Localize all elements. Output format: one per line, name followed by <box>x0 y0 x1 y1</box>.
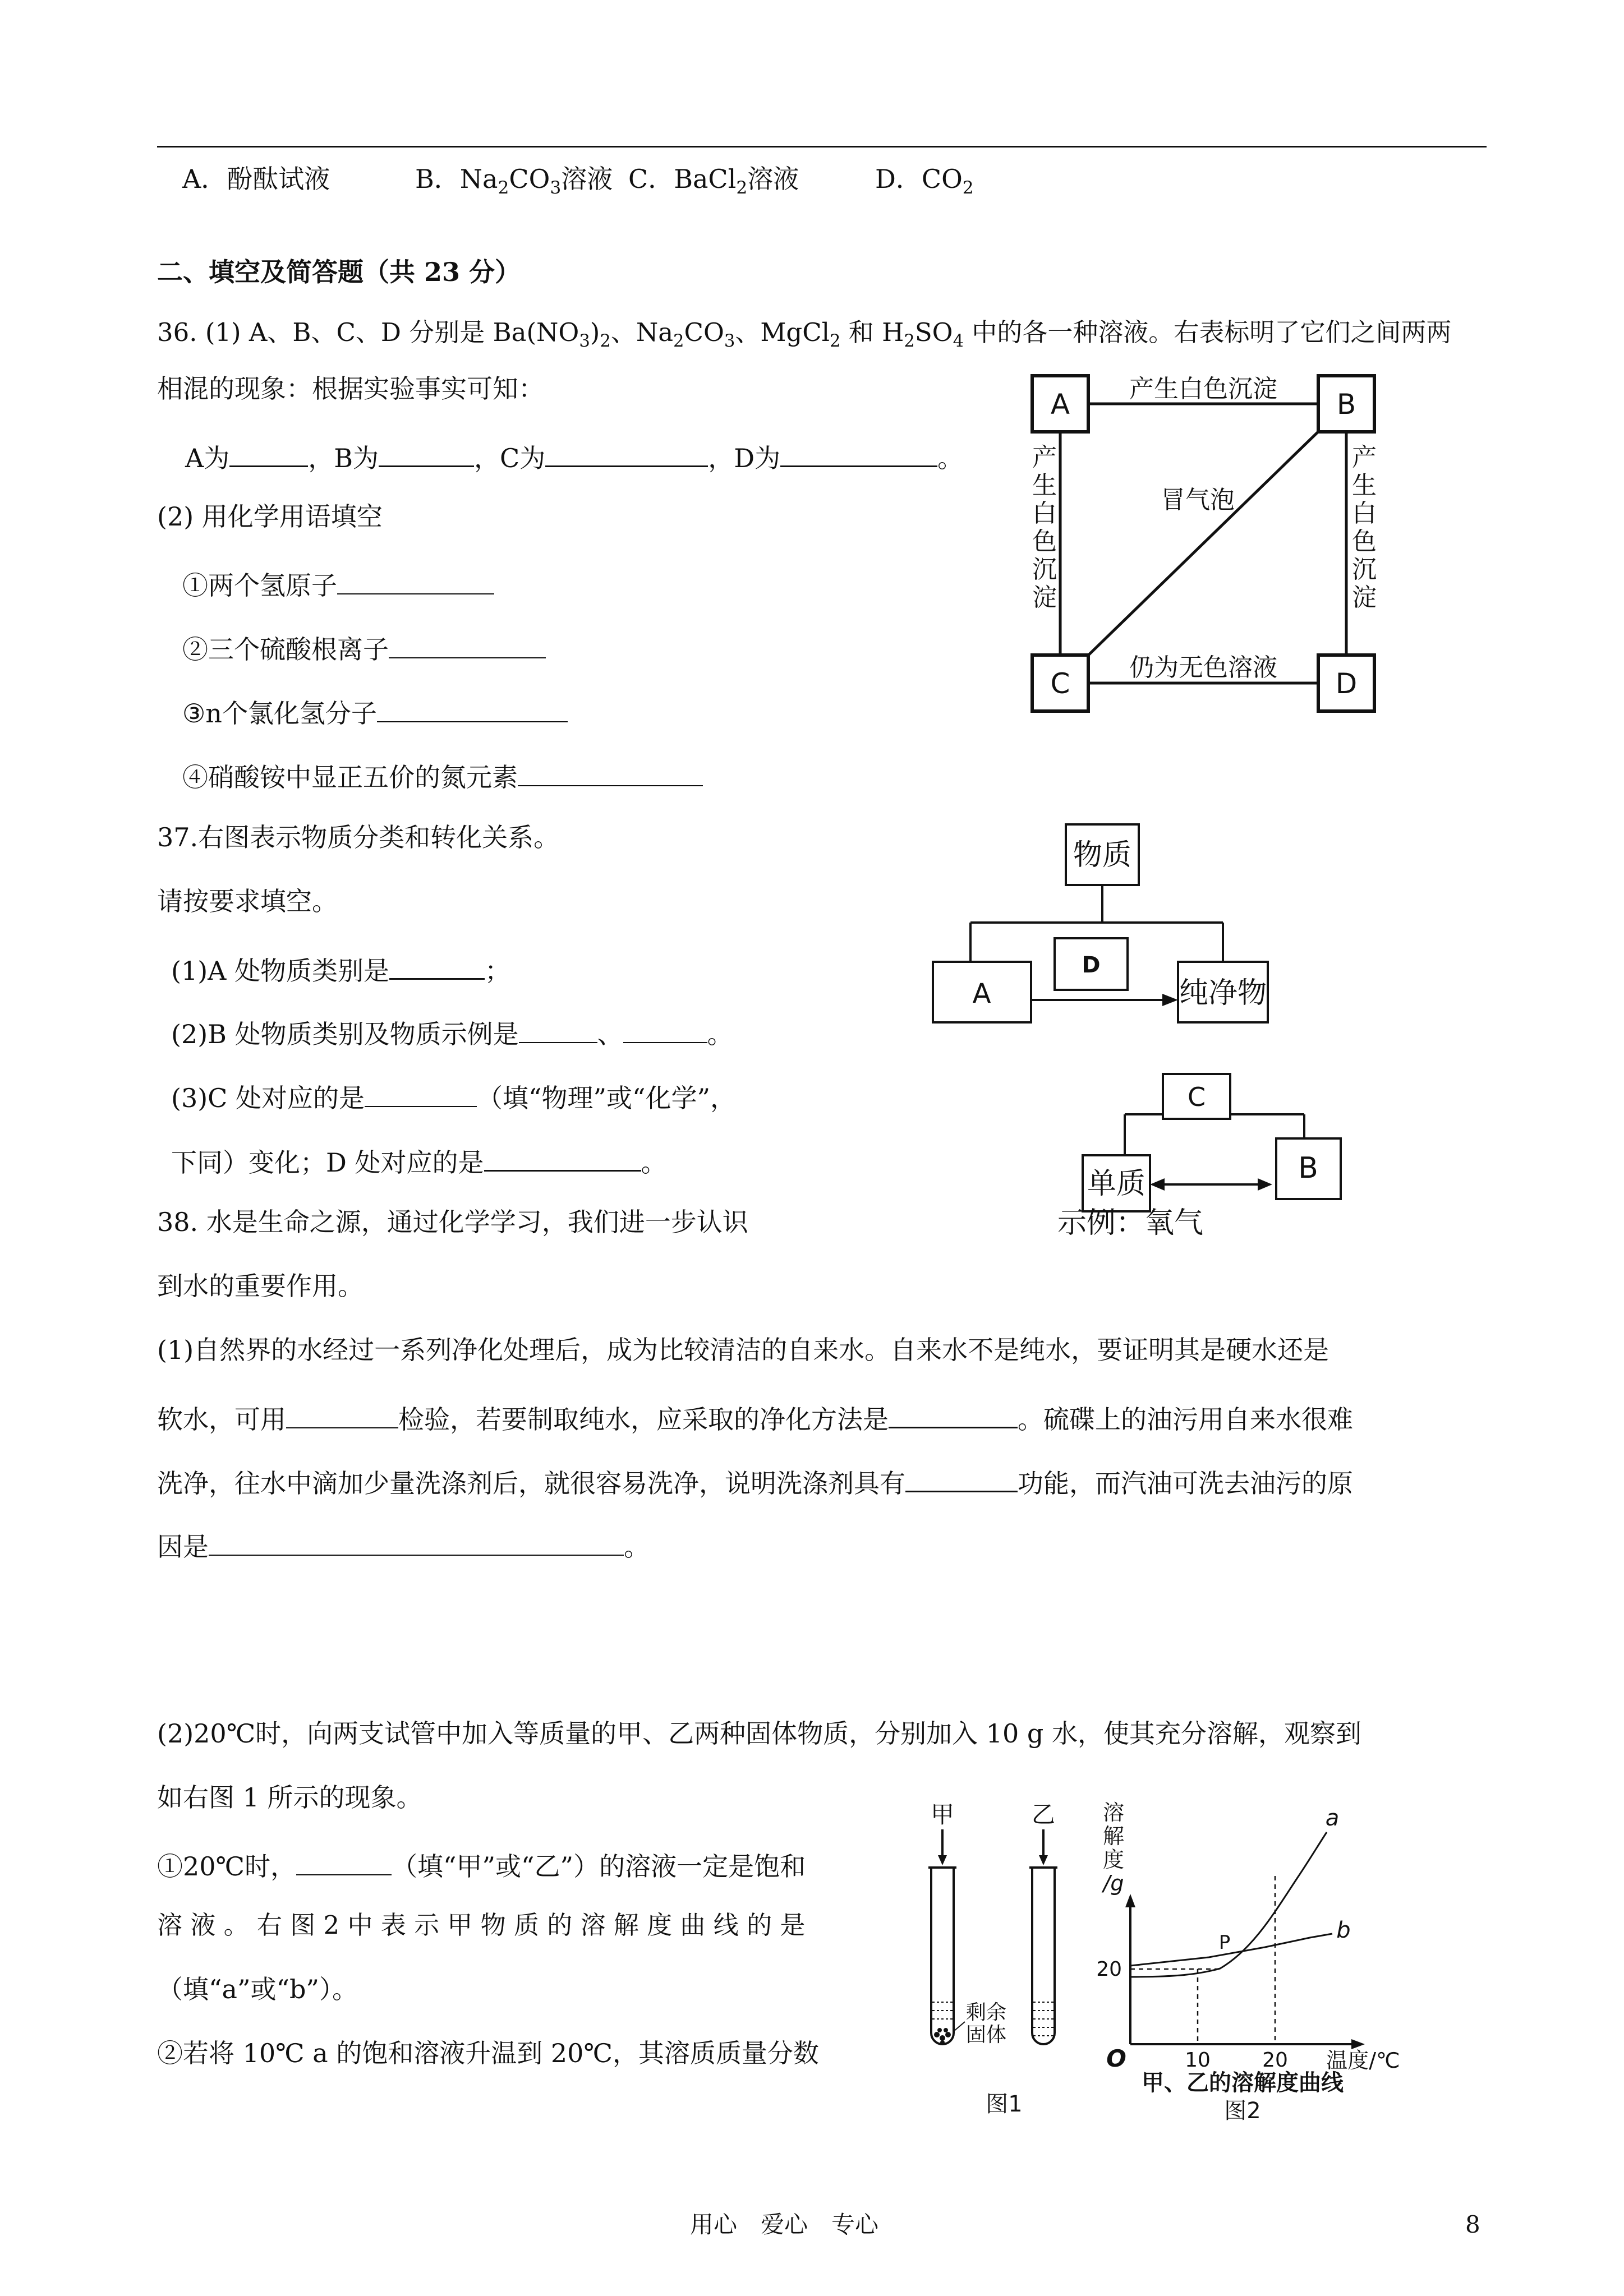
residue-label-2: 固体 <box>965 2023 1007 2046</box>
blank-a[interactable] <box>229 440 308 467</box>
section-title: 二、填空及简答题（共 23 分） <box>157 257 521 287</box>
q36-line2: 相混的现象：根据实验事实可知： <box>157 374 544 404</box>
q38-p1-l3: 洗净，往水中滴加少量洗涤剂后，就很容易洗净，说明洗涤剂具有 功能，而汽油可洗去油污的原 <box>157 1465 1353 1496</box>
blank-38-3[interactable] <box>905 1465 1018 1492</box>
svg-text:色: 色 <box>1032 527 1057 556</box>
svg-text:淀: 淀 <box>1352 583 1377 612</box>
option-c: C．BaCl$_2$溶液 <box>628 164 799 199</box>
q36-item4: ④硝酸铵中显正五价的氮元素 <box>182 759 703 790</box>
curve-a <box>1130 1832 1327 1977</box>
edge-bc-label: 冒气泡 <box>1161 486 1235 514</box>
svg-text:沉: 沉 <box>1352 555 1377 584</box>
reaction-diagram <box>1032 376 1380 712</box>
classification-diagram <box>926 819 1374 1240</box>
option-d: D．$CO_2$ <box>875 164 974 199</box>
label-b: B <box>1336 388 1356 421</box>
q37-item3-cont: 下同）变化；D 处对应的是 。 <box>171 1144 667 1175</box>
header-rule <box>157 146 1487 147</box>
page-number: 8 <box>1465 2211 1480 2238</box>
figure-2-solubility-chart <box>1097 1797 1433 2134</box>
q37-item1: (1)A 处物质类别是 ； <box>171 952 510 984</box>
blank-37-3[interactable] <box>365 1080 477 1107</box>
svg-text:产: 产 <box>1352 443 1377 472</box>
q38-p2-l2: 如右图 1 所示的现象。 <box>157 1782 422 1813</box>
tube-yi-label: 乙 <box>1031 1801 1056 1828</box>
edge-cd-label: 仍为无色溶液 <box>1129 653 1277 682</box>
q37-line1: 37.右图表示物质分类和转化关系。 <box>157 822 560 852</box>
blank-item4[interactable] <box>518 759 703 786</box>
d-label: D <box>1082 952 1101 978</box>
label-c: C <box>1050 667 1070 700</box>
blank-item3[interactable] <box>377 695 568 722</box>
q38-p1-l2: 软水，可用 检验，若要制取纯水，应采取的净化方法是 。硫碟上的油污用自来水很难 <box>157 1401 1353 1432</box>
q38-p1-l1: (1)自然界的水经过一系列净化处理后，成为比较清洁的自来水。自来水不是纯水，要证明其是硬水还是 <box>157 1335 1329 1365</box>
origin-label: O <box>1106 2045 1126 2072</box>
svg-text:生: 生 <box>1032 471 1057 500</box>
svg-text:解: 解 <box>1102 1824 1125 1848</box>
svg-text:白: 白 <box>1032 499 1057 528</box>
blank-item2[interactable] <box>389 631 546 658</box>
q36-item3: ③n个氯化氢分子 <box>182 695 568 726</box>
q38-line1: 38. 水是生命之源，通过化学学习，我们进一步认识 <box>157 1207 748 1237</box>
q38-p2-l5: （填“a”或“b”）。 <box>157 1974 358 2004</box>
figure-2-caption: 图2 <box>1224 2098 1261 2124</box>
tube-yi <box>1029 1868 1057 2044</box>
q37-item3: (3)C 处对应的是 （填“物理”或“化学”， <box>171 1080 736 1111</box>
option-a: A．酚酞试液 <box>182 164 330 194</box>
x-tick-10: 10 <box>1185 2049 1211 2072</box>
matter-label: 物质 <box>1073 838 1132 872</box>
q38-p2-l6: ②若将 10℃ a 的饱和溶液升温到 20℃，其溶质质量分数 <box>157 2038 819 2068</box>
svg-text:白: 白 <box>1352 499 1377 528</box>
b-label: B <box>1298 1151 1318 1185</box>
svg-text:沉: 沉 <box>1032 555 1057 584</box>
curve-a-label: a <box>1325 1805 1340 1831</box>
q37-line2: 请按要求填空。 <box>157 886 338 916</box>
footer-motto: 用心 爱心 专心 <box>690 2211 879 2238</box>
q37-item2: (2)B 处物质类别及物质示例是 、 。 <box>171 1016 733 1047</box>
point-p-label: P <box>1218 1931 1231 1954</box>
x-tick-20: 20 <box>1262 2049 1288 2072</box>
q38-p1-l4: 因是 。 <box>157 1529 650 1560</box>
tube-jia-label: 甲 <box>930 1801 955 1828</box>
svg-text:产: 产 <box>1032 443 1057 472</box>
tube-jia <box>928 1868 956 2044</box>
svg-text:淀: 淀 <box>1032 583 1057 612</box>
q38-line2: 到水的重要作用。 <box>157 1271 364 1301</box>
c-label: C <box>1187 1082 1206 1112</box>
edge-bd-label <box>1352 443 1377 612</box>
blank-c[interactable] <box>545 440 708 467</box>
blank-37-2b[interactable] <box>623 1016 707 1043</box>
blank-38-2[interactable] <box>889 1401 1018 1428</box>
svg-text:色: 色 <box>1352 527 1377 556</box>
q36-part2: (2) 用化学用语填空 <box>157 501 383 532</box>
svg-text:度: 度 <box>1102 1847 1125 1872</box>
blank-item1[interactable] <box>337 568 494 594</box>
element-label: 单质 <box>1087 1167 1146 1201</box>
q38-p2-l1: (2)20℃时，向两支试管中加入等质量的甲、乙两种固体物质，分别加入 10 g 水，使其充分溶解，观察到 <box>157 1718 1361 1749</box>
blank-d[interactable] <box>780 440 937 467</box>
edge-ac-label <box>1032 443 1057 612</box>
option-b: B．$Na_2CO_3$溶液 <box>415 164 613 199</box>
svg-text:溶: 溶 <box>1102 1800 1125 1825</box>
q36-line1: 36. (1) A、B、C、D 分别是 $Ba(NO_3)_2$、$Na_2CO_3$、MgCl$_2$ 和 $H_2SO_4$ 中的各一种溶液。右表标明了它们之间两两 <box>157 317 1452 351</box>
q36-item1: ①两个氢原子 <box>182 568 494 598</box>
blank-b[interactable] <box>379 440 474 467</box>
blank-37-1[interactable] <box>389 952 485 980</box>
residue-label-1: 剩余 <box>965 2001 1007 2024</box>
a-label: A <box>972 978 991 1009</box>
pure-label: 纯净物 <box>1179 976 1267 1010</box>
example-label: 示例：氧气 <box>1057 1206 1204 1240</box>
figure-1-test-tubes <box>920 1800 1088 2126</box>
y-axis-label <box>1102 1800 1124 1896</box>
chart-title: 甲、乙的溶解度曲线 <box>1142 2070 1344 2096</box>
edge-ab-label: 产生白色沉淀 <box>1129 375 1277 403</box>
svg-text:/g: /g <box>1103 1871 1124 1896</box>
svg-text:生: 生 <box>1352 471 1377 500</box>
q36-item2: ②三个硫酸根离子 <box>182 631 546 662</box>
q38-p2-l3: ①20℃时， （填“甲”或“乙”）的溶液一定是饱和 <box>157 1848 806 1879</box>
blank-38-1[interactable] <box>286 1401 398 1428</box>
blank-38-5[interactable] <box>296 1848 392 1875</box>
curve-b-label: b <box>1336 1917 1351 1943</box>
blank-37-4[interactable] <box>484 1144 641 1172</box>
q38-p2-l4: 溶 液 。 右 图 2 中 表 示 甲 物 质 的 溶 解 度 曲 线 的 是 <box>157 1910 806 1940</box>
blank-38-4[interactable] <box>209 1529 624 1556</box>
x-axis-label: 温度/℃ <box>1326 2048 1400 2073</box>
label-a: A <box>1050 388 1070 421</box>
q36-answer-line: A为 ，B为 ，C为 ，D为 。 <box>185 440 963 471</box>
y-tick-20: 20 <box>1096 1958 1122 1981</box>
figure-1-caption: 图1 <box>986 2091 1023 2117</box>
label-d: D <box>1335 667 1358 700</box>
blank-37-2a[interactable] <box>519 1016 597 1043</box>
